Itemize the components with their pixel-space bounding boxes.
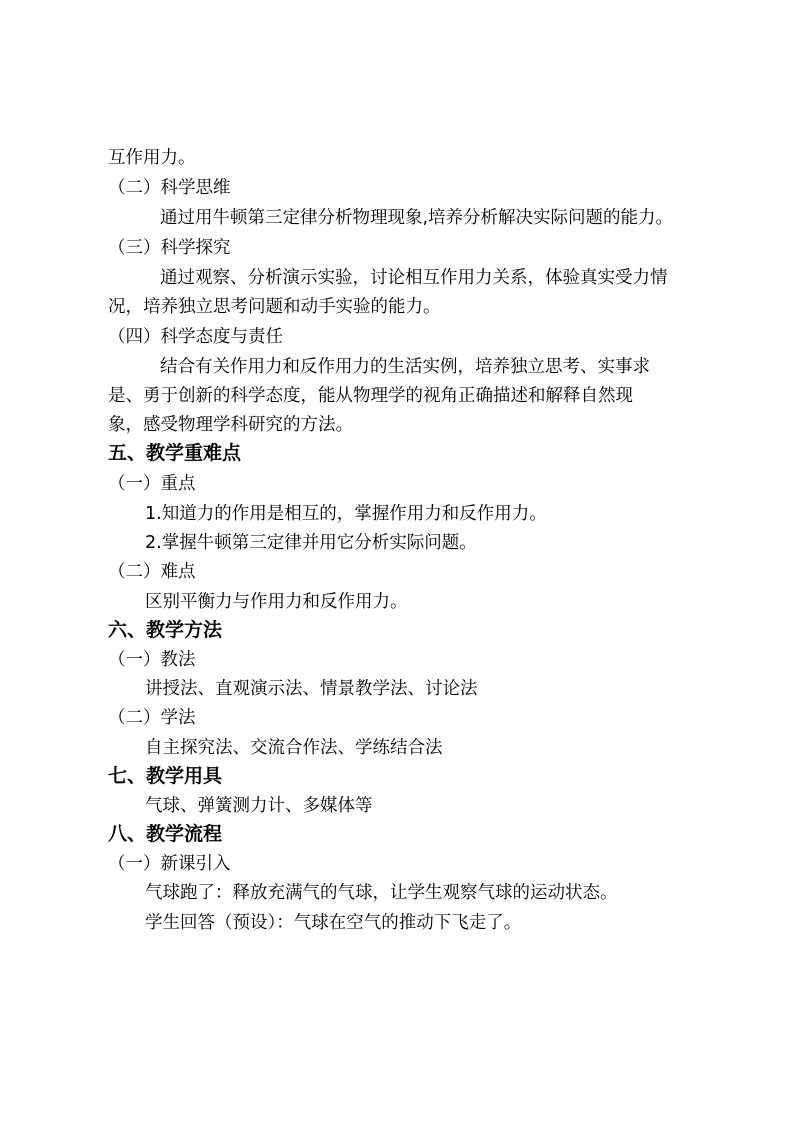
- section-heading: 七、教学用具: [108, 765, 223, 787]
- paragraph-text: 互作用力。: [108, 148, 196, 168]
- paragraph-text: 自主探究法、交流合作法、学练结合法: [145, 738, 443, 758]
- section-heading: 六、教学方法: [108, 619, 223, 641]
- paragraph-text: 区别平衡力与作用力和反作用力。: [145, 592, 408, 612]
- paragraph-text: 是、勇于创新的科学态度，能从物理学的视角正确描述和解释自然现: [108, 386, 633, 406]
- subsection-heading: （一）新课引入: [108, 854, 231, 874]
- subsection-heading: （二）难点: [108, 562, 196, 582]
- paragraph-text: 讲授法、直观演示法、情景教学法、讨论法: [145, 679, 478, 699]
- paragraph-text: 结合有关作用力和反作用力的生活实例，培养独立思考、实事求: [160, 357, 650, 377]
- subsection-heading: （一）重点: [108, 474, 196, 494]
- subsection-heading: （四）科学态度与责任: [108, 327, 283, 347]
- section-heading: 八、教学流程: [108, 823, 223, 845]
- paragraph-text: 通过用牛顿第三定律分析物理现象,培养分析解决实际问题的能力。: [160, 208, 674, 228]
- subsection-heading: （二）学法: [108, 708, 196, 728]
- subsection-heading: （一）教法: [108, 650, 196, 670]
- paragraph-text: 况，培养独立思考问题和动手实验的能力。: [108, 297, 441, 317]
- section-heading: 五、教学重难点: [108, 442, 242, 464]
- paragraph-text: 通过观察、分析演示实验，讨论相互作用力关系，体验真实受力情: [160, 268, 668, 288]
- paragraph-text: 气球跑了：释放充满气的气球，让学生观察气球的运动状态。: [145, 883, 618, 903]
- list-item: 1.知道力的作用是相互的，掌握作用力和反作用力。: [145, 504, 547, 524]
- paragraph-text: 气球、弹簧测力计、多媒体等: [145, 796, 373, 816]
- paragraph-text: 学生回答（预设）：气球在空气的推动下飞走了。: [145, 913, 522, 933]
- subsection-heading: （三）科学探究: [108, 238, 231, 258]
- subsection-heading: （二）科学思维: [108, 178, 231, 198]
- list-item: 2.掌握牛顿第三定律并用它分析实际问题。: [145, 533, 477, 553]
- paragraph-text: 象，感受物理学科研究的方法。: [108, 415, 353, 435]
